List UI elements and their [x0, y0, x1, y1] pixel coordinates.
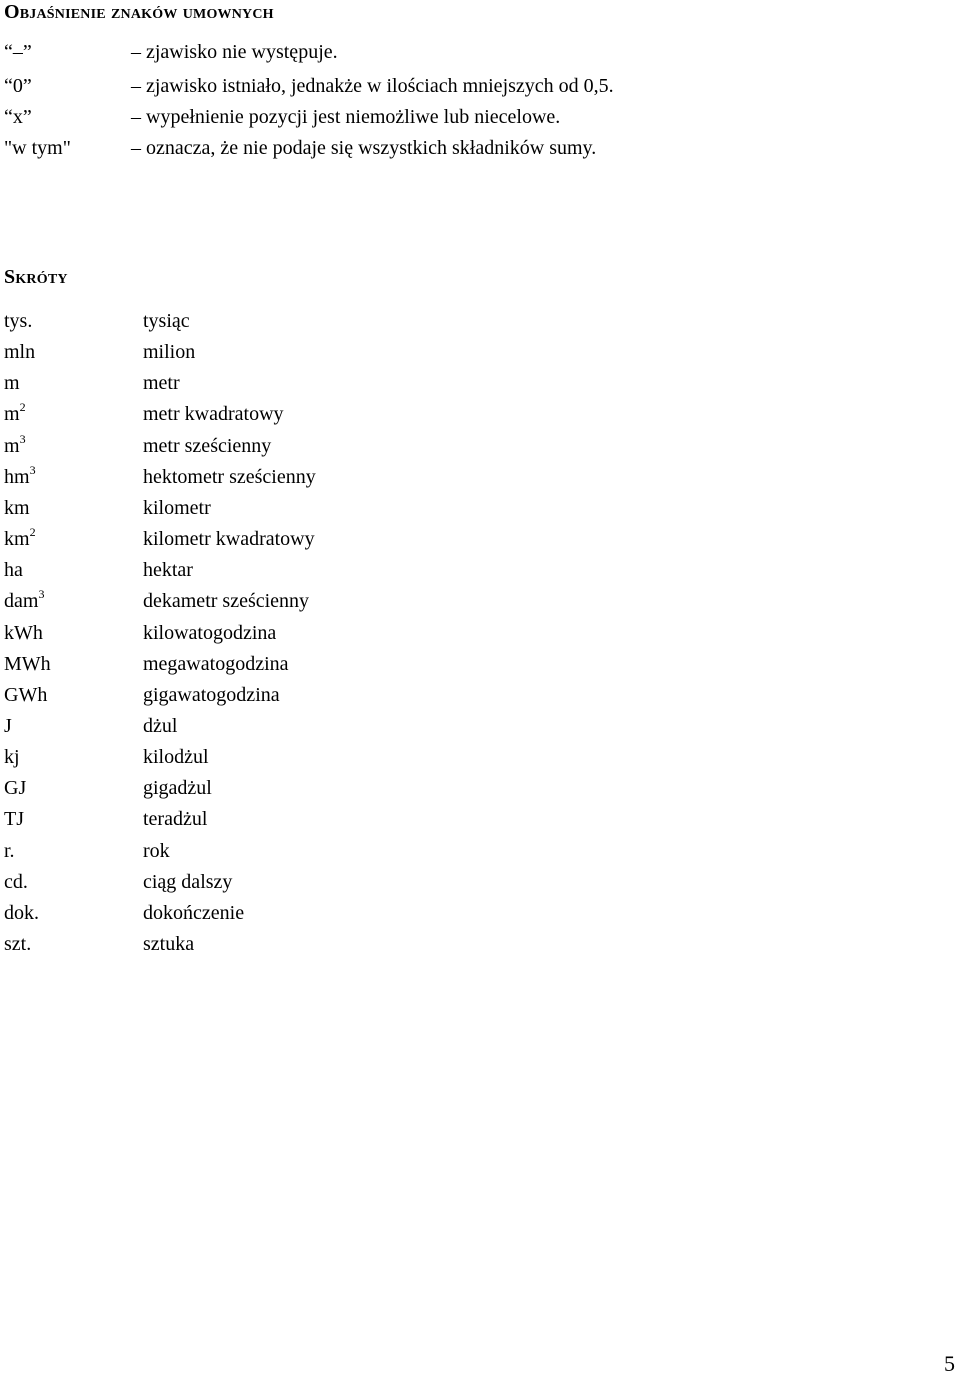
- abbreviation-term: [4, 898, 39, 929]
- page-number: 5: [944, 1351, 955, 1376]
- abbreviation-term-text: J: [4, 714, 12, 737]
- abbreviation-meaning: kilometr: [143, 496, 211, 519]
- abbreviation-superscript: 3: [38, 587, 45, 602]
- abbreviation-meaning: sztuka: [143, 933, 195, 955]
- abbreviation-term-text: dok.: [4, 901, 39, 924]
- abbreviation-term-text: km: [4, 528, 30, 551]
- abbreviation-term-text: kj: [4, 746, 20, 769]
- abbreviation-meaning: tysiąc: [143, 310, 190, 332]
- abbreviation-meaning: gigadżul: [143, 777, 212, 800]
- legend-description: – wypełnienie pozycji jest niemożliwe lub niecelowe.: [131, 106, 561, 128]
- abbreviation-meaning: kilodżul: [143, 746, 209, 769]
- abbreviation-term: [4, 555, 23, 586]
- abbreviation-term: [4, 773, 26, 804]
- abbreviation-term: [4, 524, 36, 555]
- legend-heading: Objaśnienie znaków umownych: [4, 1, 274, 23]
- abbreviation-term-text: kWh: [4, 621, 43, 644]
- abbreviation-term-text: mln: [4, 341, 36, 364]
- abbreviation-meaning: gigawatogodzina: [143, 683, 280, 706]
- abbreviation-term: [4, 867, 28, 898]
- abbreviation-superscript: 3: [29, 462, 36, 477]
- abbreviation-superscript: 2: [19, 400, 26, 415]
- abbreviation-term: [4, 431, 26, 462]
- abbreviation-meaning: dekametr sześcienny: [143, 590, 310, 613]
- abbreviation-meaning: rok: [143, 839, 170, 862]
- abbreviation-term-text: szt.: [4, 933, 32, 955]
- abbreviation-superscript: 2: [29, 525, 36, 540]
- abbreviation-term-text: dam: [4, 590, 39, 613]
- abbreviation-term-text: GJ: [4, 777, 27, 800]
- abbreviation-meaning: metr sześcienny: [143, 434, 272, 457]
- abbreviation-term: [4, 337, 35, 368]
- abbreviation-meaning: hektometr sześcienny: [143, 465, 316, 488]
- abbreviation-term: [4, 493, 30, 524]
- legend-description: – zjawisko nie występuje.: [131, 41, 338, 63]
- abbreviation-term-text: tys.: [4, 310, 33, 332]
- legend-symbol: “x”: [4, 106, 32, 128]
- abbreviation-meaning: ciąg dalszy: [143, 870, 233, 893]
- abbreviation-term: [4, 306, 32, 337]
- abbreviation-superscript: 3: [19, 431, 26, 446]
- abbreviation-term: [4, 399, 26, 430]
- abbreviation-term-text: m: [4, 372, 20, 395]
- abbreviation-term: [4, 368, 20, 399]
- abbreviation-term: [4, 680, 47, 711]
- abbreviation-term-text: GWh: [4, 683, 48, 706]
- abbreviation-meaning: metr: [143, 372, 180, 395]
- abbreviation-meaning: dżul: [143, 714, 178, 737]
- abbreviation-term: [4, 711, 12, 742]
- abbreviation-meaning: milion: [143, 341, 196, 364]
- abbreviation-meaning: teradżul: [143, 808, 208, 831]
- legend-symbol: “0”: [4, 75, 32, 97]
- abbreviation-term-text: ha: [4, 559, 23, 582]
- abbreviation-term: [4, 462, 36, 493]
- abbreviation-meaning: kilowatogodzina: [143, 621, 277, 644]
- abbreviations-heading: Skróty: [4, 266, 68, 288]
- abbreviation-term: [4, 586, 44, 617]
- abbreviation-term-text: km: [4, 496, 30, 519]
- abbreviation-term: [4, 804, 24, 835]
- abbreviation-meaning: dokończenie: [143, 901, 245, 924]
- abbreviation-meaning: metr kwadratowy: [143, 403, 284, 426]
- legend-symbol: "w tym": [4, 137, 71, 159]
- abbreviation-term: [4, 836, 15, 867]
- abbreviation-term: [4, 742, 20, 773]
- legend-description: – oznacza, że nie podaje się wszystkich składników sumy.: [131, 137, 597, 159]
- abbreviation-term-text: cd.: [4, 870, 28, 893]
- legend-description: – zjawisko istniało, jednakże w ilościach mniejszych od 0,5.: [131, 75, 614, 97]
- abbreviation-term-text: m: [4, 403, 20, 426]
- abbreviation-term: [4, 929, 31, 960]
- abbreviation-term-text: TJ: [4, 808, 24, 831]
- abbreviation-term: [4, 618, 43, 649]
- abbreviation-meaning: hektar: [143, 559, 193, 582]
- abbreviation-term-text: MWh: [4, 652, 51, 675]
- abbreviation-meaning: megawatogodzina: [143, 652, 289, 675]
- abbreviation-term-text: hm: [4, 465, 30, 488]
- abbreviation-meaning: kilometr kwadratowy: [143, 528, 315, 551]
- legend-symbol: “–”: [4, 41, 32, 63]
- abbreviation-term-text: m: [4, 434, 20, 457]
- abbreviation-term: [4, 649, 51, 680]
- abbreviation-term-text: r.: [4, 839, 15, 862]
